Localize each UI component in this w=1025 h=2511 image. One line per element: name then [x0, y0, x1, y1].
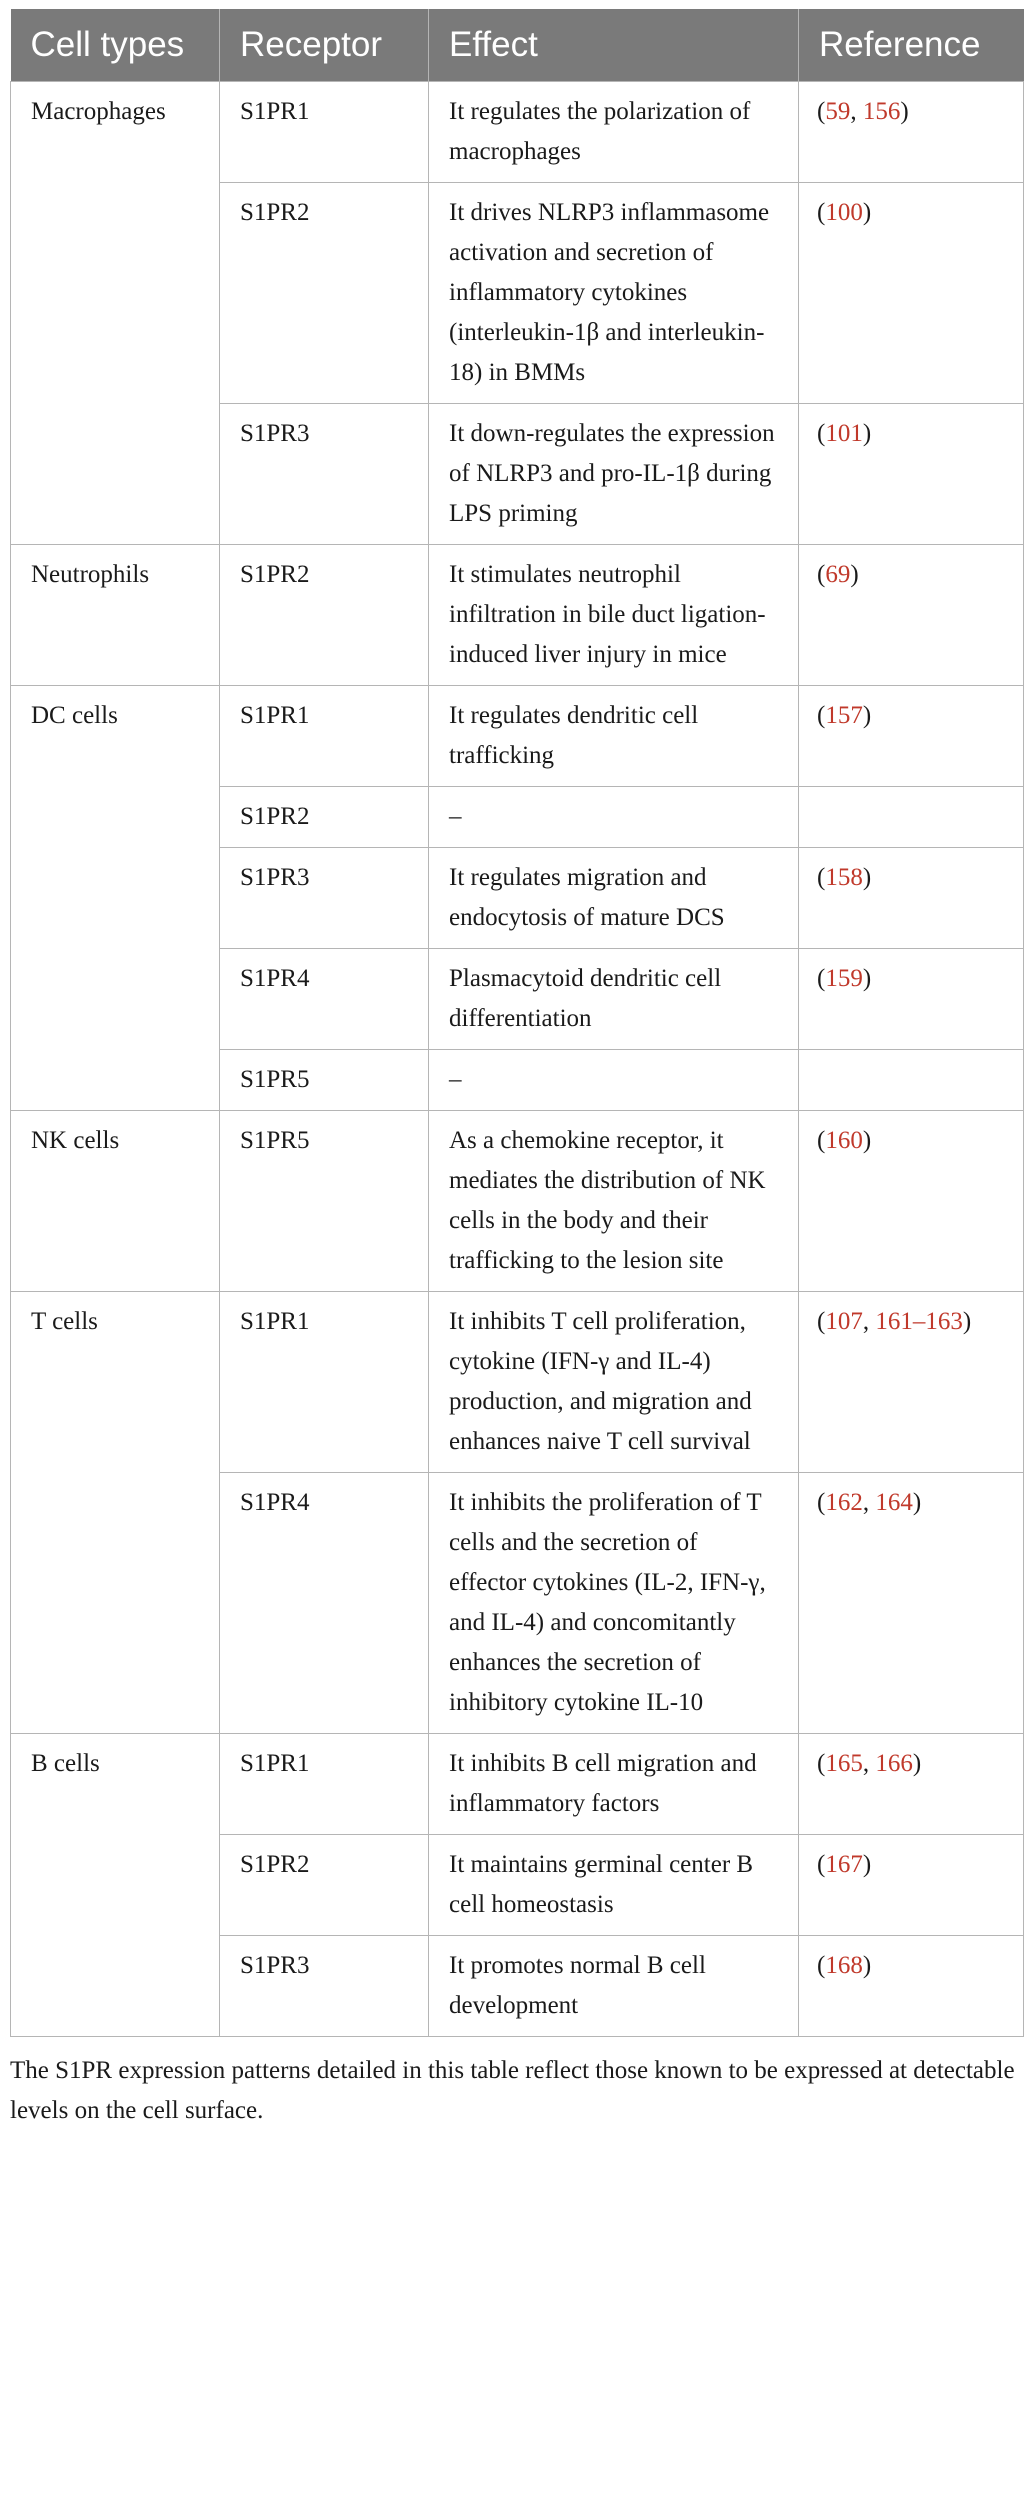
effect: It inhibits T cell proliferation, cytokine (IFN-γ and IL-4) production, and migration and enhances naive T cell survival — [429, 1292, 799, 1473]
reference-link[interactable]: 161–163 — [875, 1308, 963, 1335]
effect: It maintains germinal center B cell homeostasis — [429, 1835, 799, 1936]
reference-punctuation: ) — [900, 98, 909, 125]
table-header — [11, 9, 1024, 82]
table-row — [11, 1734, 1024, 1835]
receptor: S1PR2 — [220, 787, 429, 848]
effect: It drives NLRP3 inflammasome activation and secretion of inflammatory cytokines (interleukin-1β and interleukin-18) in BMMs — [429, 183, 799, 404]
effect: It regulates dendritic cell trafficking — [429, 686, 799, 787]
reference — [799, 1111, 1024, 1292]
effect: It regulates the polarization of macrophages — [429, 82, 799, 183]
reference-punctuation: ( — [817, 1489, 826, 1516]
receptor: S1PR5 — [220, 1050, 429, 1111]
reference-punctuation: ) — [862, 1952, 872, 1979]
receptor: S1PR3 — [220, 1936, 429, 2037]
header-cell-types: Cell types — [11, 9, 220, 82]
reference — [799, 787, 1024, 848]
cell-type: NK cells — [11, 1111, 220, 1292]
effect: As a chemokine receptor, it mediates the distribution of NK cells in the body and their trafficking to the lesion site — [429, 1111, 799, 1292]
reference — [799, 949, 1024, 1050]
effect: It inhibits the proliferation of T cells and the secretion of effector cytokines (IL-2, IFN-γ, and IL-4) and concomitantly enhances the secretion of inhibitory cytokine IL-10 — [429, 1473, 799, 1734]
reference-punctuation: ( — [817, 1750, 826, 1777]
receptor: S1PR5 — [220, 1111, 429, 1292]
reference-link[interactable]: 157 — [825, 702, 863, 729]
header-effect: Effect — [429, 9, 799, 82]
reference — [799, 404, 1024, 545]
effect: It inhibits B cell migration and inflammatory factors — [429, 1734, 799, 1835]
table-row — [11, 686, 1024, 787]
reference-link[interactable]: 59 — [825, 98, 851, 125]
reference-link[interactable]: 159 — [825, 965, 863, 992]
reference-link[interactable]: 158 — [825, 864, 863, 891]
reference — [799, 82, 1024, 183]
reference-link[interactable]: 101 — [825, 420, 863, 447]
reference — [799, 1473, 1024, 1734]
receptor: S1PR2 — [220, 545, 429, 686]
receptor: S1PR4 — [220, 949, 429, 1050]
reference-link[interactable]: 156 — [862, 98, 901, 125]
receptor: S1PR2 — [220, 183, 429, 404]
reference-punctuation: , — [862, 1308, 876, 1335]
effect: It promotes normal B cell development — [429, 1936, 799, 2037]
reference-punctuation: ( — [817, 1851, 826, 1878]
receptor: S1PR1 — [220, 82, 429, 183]
table-row — [11, 82, 1024, 183]
table-row — [11, 1111, 1024, 1292]
reference-punctuation: ( — [817, 420, 826, 447]
reference-link[interactable]: 100 — [825, 199, 863, 226]
cell-type: DC cells — [11, 686, 220, 1111]
reference-punctuation: ) — [850, 561, 859, 588]
reference-link[interactable]: 166 — [875, 1750, 913, 1777]
header-receptor: Receptor — [220, 9, 429, 82]
reference-link[interactable]: 162 — [825, 1489, 863, 1516]
reference-punctuation: ) — [862, 199, 872, 226]
effect: It regulates migration and endocytosis of mature DCS — [429, 848, 799, 949]
receptor: S1PR3 — [220, 848, 429, 949]
s1pr-table — [10, 9, 1024, 2037]
receptor: S1PR1 — [220, 686, 429, 787]
receptor: S1PR1 — [220, 1734, 429, 1835]
header-reference: Reference — [799, 9, 1024, 82]
reference-punctuation: ( — [817, 561, 826, 588]
reference-punctuation: ( — [817, 1308, 826, 1335]
reference-link[interactable]: 69 — [825, 561, 851, 588]
reference-punctuation: ) — [912, 1489, 922, 1516]
receptor: S1PR3 — [220, 404, 429, 545]
reference — [799, 1292, 1024, 1473]
cell-type: Macrophages — [11, 82, 220, 545]
effect: It down-regulates the expression of NLRP3 and pro-IL-1β during LPS priming — [429, 404, 799, 545]
effect: Plasmacytoid dendritic cell differentiation — [429, 949, 799, 1050]
reference-punctuation: , — [862, 1750, 876, 1777]
effect: – — [429, 787, 799, 848]
reference — [799, 1734, 1024, 1835]
receptor: S1PR4 — [220, 1473, 429, 1734]
cell-type: Neutrophils — [11, 545, 220, 686]
reference-punctuation: ) — [862, 702, 872, 729]
table-row — [11, 1292, 1024, 1473]
reference — [799, 1936, 1024, 2037]
effect: It stimulates neutrophil infiltration in bile duct ligation-induced liver injury in mice — [429, 545, 799, 686]
cell-type: T cells — [11, 1292, 220, 1734]
reference-punctuation: ) — [862, 420, 872, 447]
cell-type: B cells — [11, 1734, 220, 2037]
reference-punctuation: ) — [862, 864, 872, 891]
reference-punctuation: , — [850, 98, 863, 125]
receptor: S1PR2 — [220, 1835, 429, 1936]
reference — [799, 545, 1024, 686]
table-footnote: The S1PR expression patterns detailed in this table reflect those known to be expressed at detectable levels on the cell surface. — [10, 2057, 1015, 2124]
reference-punctuation: ) — [862, 965, 872, 992]
reference-punctuation: ( — [817, 199, 826, 226]
reference — [799, 1050, 1024, 1111]
table-body — [11, 82, 1024, 2037]
reference-punctuation: ( — [817, 965, 826, 992]
reference-link[interactable]: 160 — [825, 1127, 863, 1154]
reference-punctuation: ) — [962, 1308, 972, 1335]
receptor: S1PR1 — [220, 1292, 429, 1473]
reference — [799, 183, 1024, 404]
reference-punctuation: ) — [912, 1750, 922, 1777]
reference — [799, 848, 1024, 949]
reference-link[interactable]: 107 — [825, 1308, 863, 1335]
reference-punctuation: ( — [817, 864, 826, 891]
reference-punctuation: ) — [862, 1851, 872, 1878]
reference-punctuation: ( — [817, 1952, 826, 1979]
reference-punctuation: ( — [817, 1127, 826, 1154]
reference-link[interactable]: 164 — [875, 1489, 913, 1516]
reference-punctuation: ( — [817, 702, 826, 729]
reference-punctuation: ( — [817, 98, 826, 125]
table-row — [11, 545, 1024, 686]
reference-punctuation: , — [862, 1489, 876, 1516]
reference — [799, 1835, 1024, 1936]
reference — [799, 686, 1024, 787]
reference-link[interactable]: 167 — [825, 1851, 863, 1878]
reference-punctuation: ) — [862, 1127, 872, 1154]
reference-link[interactable]: 168 — [825, 1952, 863, 1979]
effect: – — [429, 1050, 799, 1111]
reference-link[interactable]: 165 — [825, 1750, 863, 1777]
